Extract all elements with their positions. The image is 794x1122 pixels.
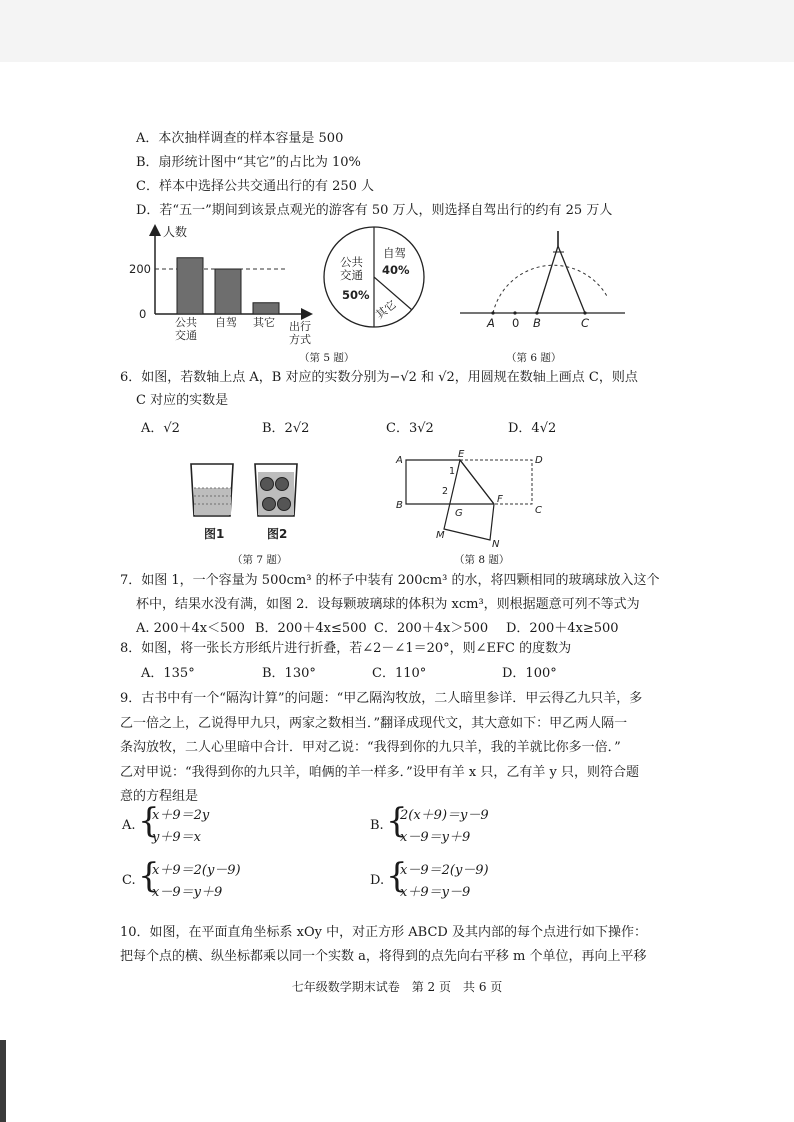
- q7-option-d: D．200＋4x≥500: [506, 621, 619, 636]
- pie-public-label-2: 交通: [340, 268, 363, 282]
- fig5-caption: （第 5 题）: [299, 352, 355, 364]
- label-c: C: [535, 505, 542, 516]
- pie-public-pct: 50%: [342, 288, 370, 302]
- pie-self-pct: 40%: [382, 263, 410, 277]
- q8-option-b: B．130°: [262, 666, 316, 681]
- angle-2: 2: [442, 486, 449, 497]
- q5-option-b: B．扇形统计图中“其它”的占比为 10%: [136, 155, 361, 170]
- compass-leg-right: [558, 246, 585, 313]
- q5-option-c: C．样本中选择公共交通出行的有 250 人: [136, 179, 375, 194]
- point-c: [583, 311, 586, 314]
- q9-option-d-label: D.: [370, 873, 385, 888]
- glass-ball: [263, 498, 276, 511]
- q9-option-b-brace: {: [386, 801, 408, 841]
- scan-margin: [0, 0, 794, 62]
- label-a: A: [396, 455, 403, 466]
- bar-3: [253, 303, 279, 314]
- q9-stem-line1: 9．古书中有一个“隔沟计算”的问题：“甲乙隔沟牧放，二人暗里参详．甲云得乙九只羊，多: [120, 691, 643, 706]
- q9-stem-line5: 意的方程组是: [120, 789, 199, 804]
- compass-leg-left: [537, 246, 558, 313]
- q6-option-a: A．√2: [141, 421, 180, 436]
- fig7-caption: （第 7 题）: [232, 554, 288, 566]
- q9-option-c-brace: {: [138, 856, 160, 896]
- x-axis-label-2: 方式: [289, 333, 311, 346]
- q9-option-b-label: B.: [370, 818, 384, 833]
- label-a: A: [487, 316, 495, 330]
- q5-option-d: D．若“五一”期间到该景点观光的游客有 50 万人，则选择自驾出行的约有 25 万人: [136, 203, 613, 218]
- label-m: M: [436, 530, 445, 541]
- page-footer: 七年级数学期末试卷 第 2 页 共 6 页: [291, 980, 503, 994]
- tick-200: 200: [129, 262, 151, 276]
- fig8-folded-rectangle: [392, 448, 552, 548]
- q9-stem-line3: 条沟放牧，二人心里暗中合计．甲对乙说：“我得到你的九只羊，我的羊就比你多一倍．”: [120, 740, 621, 755]
- q9-option-a-brace: {: [138, 801, 160, 841]
- q9-stem-line4: 乙对甲说：“我得到你的九只羊，咱俩的羊一样多．”设甲有羊 x 只，乙有羊 y 只，则符合题: [120, 765, 639, 780]
- point-b: [535, 311, 538, 314]
- q8-option-c: C．110°: [372, 666, 427, 681]
- q9-option-d-brace: {: [386, 856, 408, 896]
- bar-1: [177, 258, 203, 314]
- q9-option-c-label: C.: [122, 873, 136, 888]
- label-f: F: [497, 494, 503, 505]
- glass-ball: [261, 478, 274, 491]
- q7-option-b: B．200＋4x≤500: [255, 621, 367, 636]
- label-c: C: [581, 316, 590, 330]
- q9-option-c-eq1: x＋9＝2(y－9): [152, 863, 241, 878]
- fig6-number-line: [455, 228, 630, 338]
- cat-label-3: 其它: [253, 316, 275, 329]
- q8-option-a: A．135°: [141, 666, 195, 681]
- q7-stem-line2: 杯中，结果水没有满，如图 2．设每颗玻璃球的体积为 xcm³，则根据题意可列不等式为: [136, 597, 640, 612]
- q9-option-b-eq2: x－9＝y＋9: [400, 830, 471, 845]
- glass-ball: [278, 498, 291, 511]
- label-b: B: [396, 500, 403, 511]
- pie-other-label: 其它: [373, 297, 399, 322]
- point-o: [513, 311, 516, 314]
- bar-2: [215, 269, 241, 314]
- label-g: G: [455, 508, 463, 519]
- fig7-label-2: 图2: [267, 527, 288, 541]
- label-d: D: [535, 455, 543, 466]
- q7-stem-line1: 7．如图 1，一个容量为 500cm³ 的杯子中装有 200cm³ 的水，将四颗相同的玻璃球放入这个: [120, 573, 660, 588]
- label-o: 0: [512, 316, 520, 330]
- q10-stem-line1: 10．如图，在平面直角坐标系 xOy 中，对正方形 ABCD 及其内部的每个点进行如下操作：: [120, 925, 647, 940]
- q7-option-c: C．200＋4x＞500: [374, 621, 489, 636]
- fig7-label-1: 图1: [204, 527, 225, 541]
- fig8-caption: （第 8 题）: [454, 554, 510, 566]
- q6-option-b: B．2√2: [262, 421, 310, 436]
- q6-stem-line1: 6．如图，若数轴上点 A，B 对应的实数分别为−√2 和 √2，用圆规在数轴上画点 C，则点: [120, 370, 638, 385]
- q9-option-a-label: A.: [122, 818, 136, 833]
- q9-option-c-eq2: x－9＝y＋9: [152, 885, 223, 900]
- cat-label-1a: 公共: [175, 316, 197, 329]
- glass-ball: [276, 478, 289, 491]
- cat-label-1b: 交通: [175, 329, 197, 342]
- fig5-pie-chart: [318, 222, 428, 332]
- rect-folded-dashed: [460, 460, 532, 504]
- q8-option-d: D．100°: [502, 666, 557, 681]
- q9-option-d-eq1: x－9＝2(y－9): [400, 863, 489, 878]
- q9-option-a-eq2: y＋9＝x: [152, 830, 201, 845]
- q5-option-a: A．本次抽样调查的样本容量是 500: [136, 131, 344, 146]
- y-axis-label: 人数: [163, 225, 188, 239]
- q10-stem-line2: 把每个点的横、纵坐标都乘以同一个实数 a，将得到的点先向右平移 m 个单位，再向上平移: [120, 949, 647, 964]
- q9-option-d-eq2: x＋9＝y－9: [400, 885, 471, 900]
- fig6-caption: （第 6 题）: [506, 352, 562, 364]
- label-b: B: [533, 316, 541, 330]
- scan-edge: [0, 1040, 6, 1122]
- q6-stem-line2: C 对应的实数是: [136, 393, 229, 408]
- compass-arc: [493, 265, 608, 313]
- pie-self-label: 自驾: [383, 246, 406, 260]
- q9-stem-line2: 乙一倍之上，乙说得甲九只，两家之数相当．”翻译成现代文，其大意如下：甲乙两人隔一: [120, 716, 628, 731]
- pie-public-label-1: 公共: [340, 255, 363, 269]
- q8-stem: 8．如图，将一张长方形纸片进行折叠，若∠2－∠1＝20°，则∠EFC 的度数为: [120, 641, 572, 656]
- tick-0: 0: [139, 307, 147, 321]
- angle-1: 1: [449, 466, 456, 477]
- q6-option-d: D．4√2: [508, 421, 557, 436]
- cat-label-2: 自驾: [215, 316, 237, 329]
- fig5-bar-chart: [125, 222, 325, 352]
- q9-option-a-eq1: x＋9＝2y: [152, 808, 210, 823]
- point-a: [491, 311, 494, 314]
- beaker-1-water: [194, 488, 231, 515]
- label-e: E: [458, 449, 465, 460]
- q9-option-b-eq1: 2(x＋9)＝y－9: [400, 808, 489, 823]
- label-n: N: [492, 539, 500, 548]
- fig7-beakers: [185, 458, 305, 548]
- x-axis-label-1: 出行: [289, 320, 311, 333]
- q6-option-c: C．3√2: [386, 421, 434, 436]
- q7-option-a: A. 200＋4x＜500: [136, 621, 245, 636]
